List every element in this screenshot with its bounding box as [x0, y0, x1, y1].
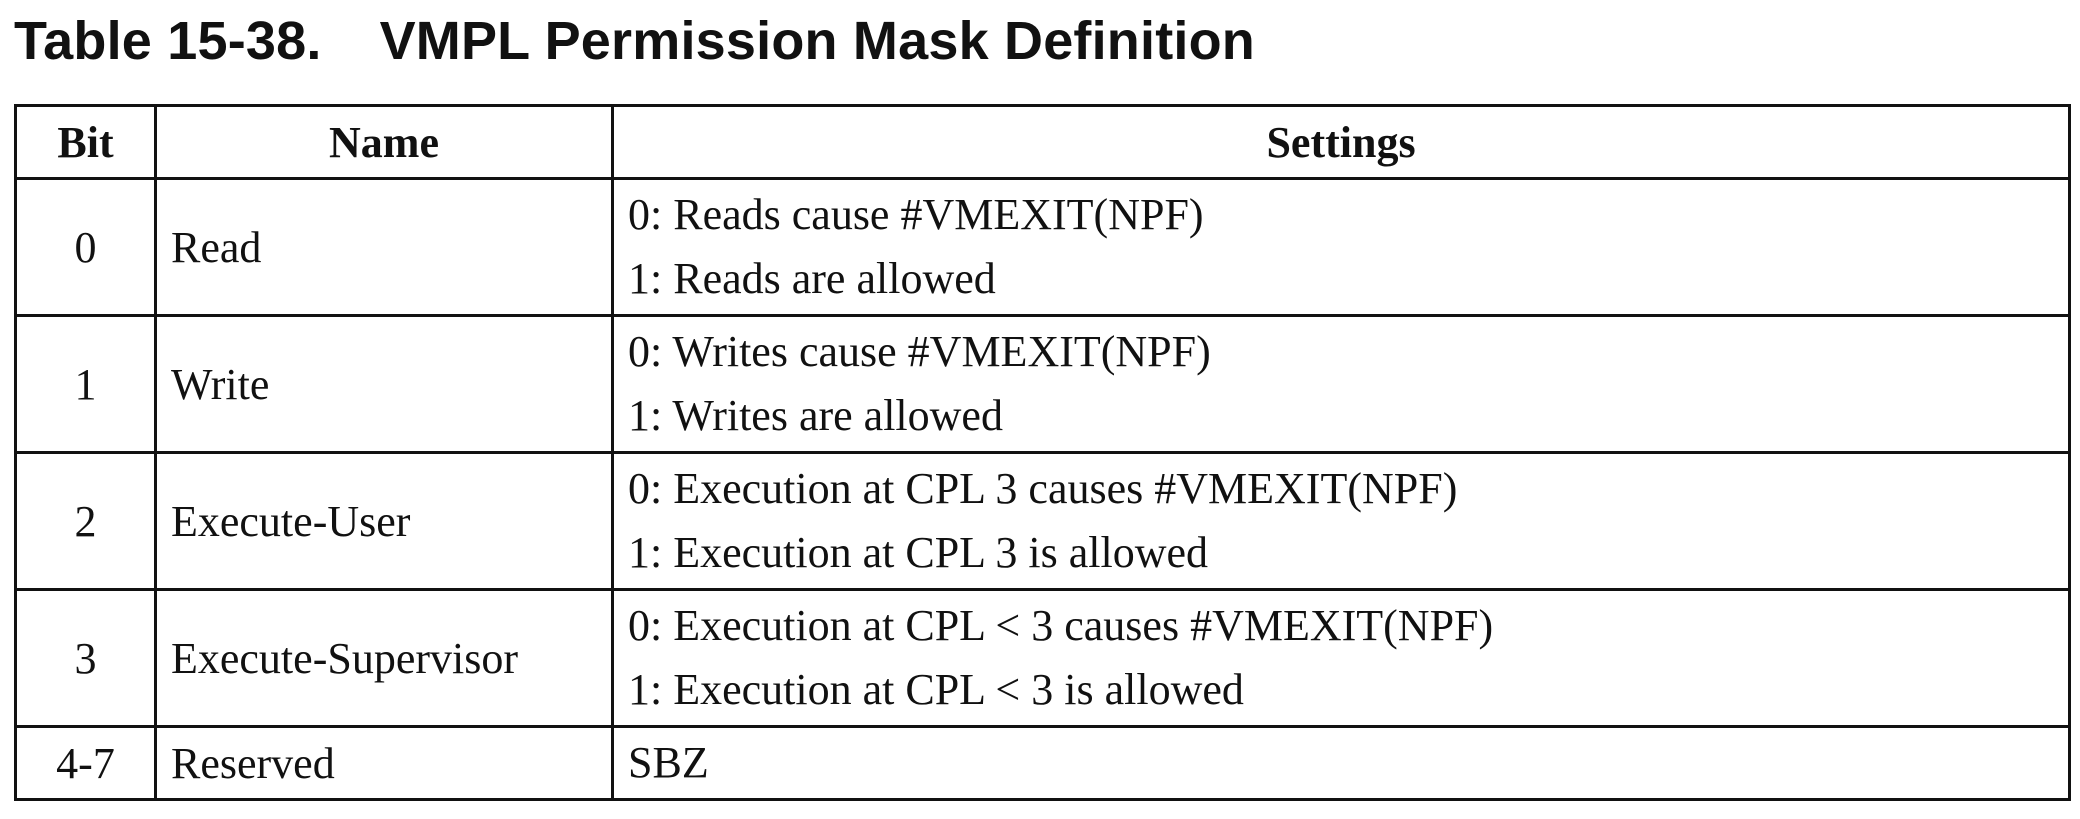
setting-line: 1: Execution at CPL < 3 is allowed: [628, 665, 1244, 714]
table-caption: [14, 6, 1255, 76]
bit-cell: 1: [16, 316, 156, 453]
setting-line: 1: Reads are allowed: [628, 254, 996, 303]
setting-line: 0: Execution at CPL 3 causes #VMEXIT(NPF): [628, 464, 1458, 513]
name-cell: Execute-Supervisor: [156, 590, 613, 727]
table-row: [16, 316, 2070, 453]
table-row: [16, 727, 2070, 800]
table-row: [16, 590, 2070, 727]
bit-cell: 2: [16, 453, 156, 590]
bit-cell: 0: [16, 179, 156, 316]
settings-cell: [613, 727, 2070, 800]
bit-cell: 3: [16, 590, 156, 727]
settings-cell: [613, 179, 2070, 316]
setting-line: 0: Writes cause #VMEXIT(NPF): [628, 327, 1211, 376]
setting-line: SBZ: [628, 738, 709, 787]
setting-line: 0: Reads cause #VMEXIT(NPF): [628, 190, 1204, 239]
table-title: VMPL Permission Mask Definition: [379, 11, 1255, 71]
name-cell: Read: [156, 179, 613, 316]
bit-cell: 4-7: [16, 727, 156, 800]
setting-line: 1: Execution at CPL 3 is allowed: [628, 528, 1209, 577]
table-row: [16, 453, 2070, 590]
settings-cell: [613, 316, 2070, 453]
permission-mask-table: [14, 104, 2071, 801]
table-number: Table 15-38.: [14, 11, 322, 71]
setting-line: 0: Execution at CPL < 3 causes #VMEXIT(NPF): [628, 601, 1494, 650]
header-row: [16, 106, 2070, 179]
settings-cell: [613, 590, 2070, 727]
header-name: Name: [156, 106, 613, 179]
name-cell: Write: [156, 316, 613, 453]
setting-line: 1: Writes are allowed: [628, 391, 1003, 440]
name-cell: Execute-User: [156, 453, 613, 590]
settings-cell: [613, 453, 2070, 590]
header-bit: Bit: [16, 106, 156, 179]
name-cell: Reserved: [156, 727, 613, 800]
table-row: [16, 179, 2070, 316]
header-settings: Settings: [613, 106, 2070, 179]
